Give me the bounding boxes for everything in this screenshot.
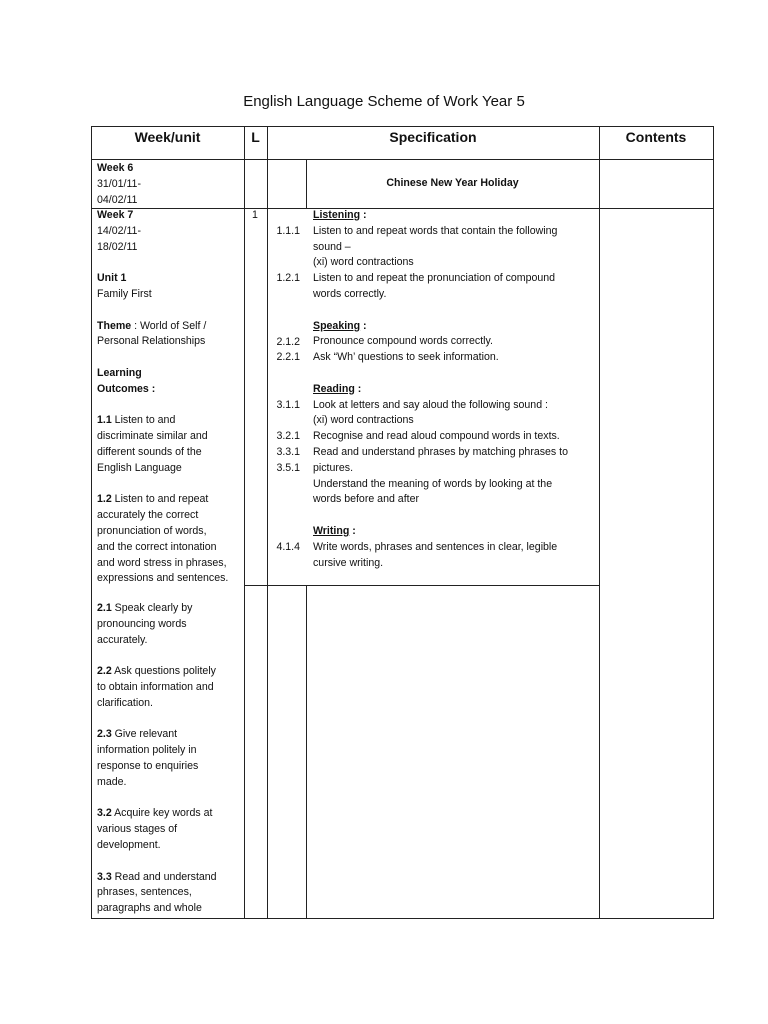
listening-heading: Listening	[313, 209, 361, 221]
code-2-2-1: 2.2.1	[276, 351, 300, 364]
spec-line: Look at letters and say aloud the following sound :	[313, 398, 548, 411]
spec-line: Listen to and repeat the pronunciation of compound	[313, 272, 556, 285]
writing-colon: :	[349, 524, 356, 537]
spec-text-column	[313, 208, 568, 571]
week7-unit-cell	[97, 208, 228, 587]
spec-line: Listen to and repeat words that contain the following	[313, 224, 558, 237]
lo-2-2-line: Ask questions politely	[111, 665, 216, 678]
lo-1-2-line: expressions and sentences.	[97, 572, 229, 585]
spec-line: Write words, phrases and sentences in clear, legible	[313, 540, 558, 553]
holiday-label: Chinese New Year Holiday	[386, 177, 519, 189]
lo-3-3-line: Read and understand	[111, 870, 217, 883]
page-title: English Language Scheme of Work Year 5	[243, 93, 525, 110]
lo-2-2-num: 2.2	[97, 665, 112, 678]
spec-line: words before and after	[313, 493, 419, 506]
lo-1-2-line: accurately the correct	[97, 509, 199, 522]
theme-value: : World of Self /	[131, 319, 207, 332]
week6-date-to: 04/02/11	[97, 193, 138, 206]
lo-1-1-num: 1.1	[97, 414, 112, 427]
lo-2-3-line: Give relevant	[111, 728, 178, 741]
lo-1-2-line: and word stress in phrases,	[97, 556, 227, 569]
holiday-text	[306, 176, 599, 192]
spec-line: Read and understand phrases by matching phrases to	[313, 445, 569, 458]
lo-2-3-line: response to enquiries	[97, 759, 199, 772]
spec-line: sound –	[313, 240, 351, 253]
code-3-5-1: 3.5.1	[276, 461, 300, 474]
lo-1-2-line: and the correct intonation	[97, 540, 217, 553]
lo-2-1-line: Speak clearly by	[111, 602, 193, 614]
spec-line: (xi) word contractions	[313, 414, 414, 427]
learning-outcomes-continued	[97, 601, 217, 917]
lo-1-1-line: discriminate similar and	[97, 430, 208, 443]
spec-line: (xi) word contractions	[313, 256, 414, 269]
lo-2-2-line: clarification.	[97, 696, 153, 709]
spec-line: words correctly.	[313, 287, 387, 300]
lo-3-2-line: Acquire key words at	[111, 807, 213, 820]
code-3-2-1: 3.2.1	[276, 430, 300, 443]
lo-1-2-line: Listen to and repeat	[111, 493, 209, 506]
unit-name: Family First	[97, 287, 152, 300]
writing-heading: Writing	[313, 524, 350, 537]
lo-label-1: Learning	[97, 366, 142, 379]
week7-date-from: 14/02/11-	[97, 224, 141, 237]
spec-line: Recognise and read aloud compound words in texts.	[313, 430, 560, 443]
lo-3-2-num: 3.2	[97, 807, 112, 820]
listening-colon: :	[360, 209, 367, 221]
spec-line: pictures.	[313, 461, 354, 474]
code-3-1-1: 3.1.1	[276, 398, 300, 411]
lo-2-3-line: information politely in	[97, 744, 197, 757]
theme-label: Theme	[97, 319, 132, 332]
week7-l-value: 1	[252, 209, 258, 221]
lo-1-2-line: pronunciation of words,	[97, 524, 207, 537]
lo-1-1-line: Listen to and	[111, 414, 176, 427]
week6-cell	[97, 161, 141, 208]
week7-label: Week 7	[97, 209, 134, 221]
lo-3-3-num: 3.3	[97, 870, 112, 883]
spec-line: Pronounce compound words correctly.	[313, 335, 493, 348]
code-4-1-4: 4.1.4	[276, 540, 300, 553]
week6-date-from: 31/01/11-	[97, 177, 141, 190]
lo-2-1-num: 2.1	[97, 602, 112, 614]
lo-2-1-line: pronouncing words	[97, 617, 187, 630]
lo-label-2: Outcomes :	[97, 382, 156, 395]
code-3-3-1: 3.3.1	[276, 446, 300, 459]
spec-codes-column	[268, 224, 300, 556]
header-l: L	[251, 129, 260, 145]
spec-line: Understand the meaning of words by looking at the	[313, 477, 553, 490]
header-week-unit: Week/unit	[134, 129, 201, 145]
speaking-heading: Speaking	[313, 319, 361, 332]
reading-colon: :	[354, 382, 362, 395]
header-specification: Specification	[389, 129, 477, 145]
code-2-1-2: 2.1.2	[276, 335, 300, 348]
speaking-colon: :	[360, 319, 367, 332]
week6-label: Week 6	[97, 162, 134, 174]
lo-3-2-line: various stages of	[97, 823, 178, 836]
lo-1-1-line: different sounds of the	[97, 445, 202, 458]
code-1-1-1: 1.1.1	[276, 225, 300, 237]
lo-2-1-line: accurately.	[97, 633, 148, 646]
lo-3-2-line: development.	[97, 838, 161, 851]
unit-label: Unit 1	[97, 272, 127, 285]
lo-2-3-line: made.	[97, 775, 127, 788]
spec-line: cursive writing.	[313, 556, 384, 569]
header-contents: Contents	[625, 129, 687, 145]
lo-1-2-num: 1.2	[97, 493, 112, 506]
code-1-2-1: 1.2.1	[276, 272, 300, 285]
lo-3-3-line: phrases, sentences,	[97, 886, 192, 899]
lo-3-3-line: paragraphs and whole	[97, 902, 202, 915]
spec-line: Ask “Wh’ questions to seek information.	[313, 351, 499, 364]
theme-value-2: Personal Relationships	[97, 335, 206, 348]
reading-heading: Reading	[313, 382, 355, 395]
week7-date-to: 18/02/11	[97, 240, 138, 253]
lo-2-3-num: 2.3	[97, 728, 112, 741]
lo-2-2-line: to obtain information and	[97, 680, 214, 693]
lo-1-1-line: English Language	[97, 461, 182, 474]
